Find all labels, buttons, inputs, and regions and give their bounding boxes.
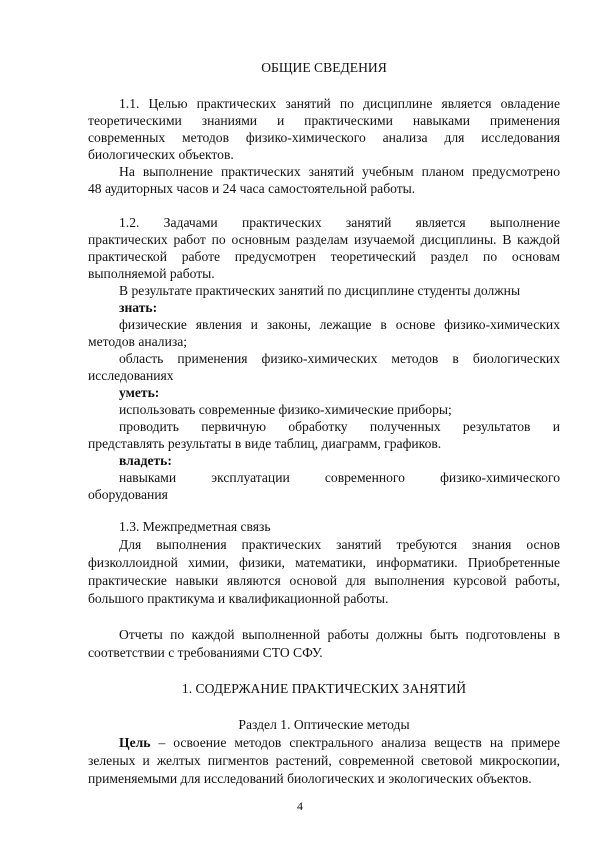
can-label: уметь:: [119, 385, 160, 400]
goal-label: Цель: [119, 735, 151, 750]
s13-line2: Для выполнения практических занятий требуются знания основ: [119, 537, 560, 552]
s11-line3: современных методов физико-химического анализа для исследования: [88, 130, 560, 145]
s12-line3: практической работе предусмотрен теоретический раздел по основам: [88, 249, 560, 264]
know-line4: исследованиях: [88, 368, 174, 383]
goal-line1: [119, 734, 560, 751]
know-line3: область применения физико-химических методов в биологических: [119, 351, 560, 366]
s11-line5: На выполнение практических занятий учебным планом предусмотрено: [119, 164, 560, 179]
general-info-title: ОБЩИЕ СВЕДЕНИЯ: [261, 60, 387, 75]
s12-line2: практических работ по основным разделам изучаемой дисциплины. В каждой: [88, 232, 560, 247]
know-label: знать:: [119, 300, 158, 315]
reports-line1: Отчеты по каждой выполненной работы должны быть подготовлены в: [119, 627, 560, 642]
can-line3: представлять результаты в виде таблиц, диаграмм, графиков.: [88, 436, 442, 451]
s11-line6: 48 аудиторных часов и 24 часа самостоятельной работы.: [88, 181, 416, 196]
s12-line4: выполняемой работы.: [88, 266, 215, 281]
can-line1: использовать современные физико-химические приборы;: [119, 402, 452, 417]
s11-line2: теоретическими знаниями и практическими навыками применения: [88, 113, 560, 128]
s12-line1: 1.2. Задачами практических занятий является выполнение: [119, 215, 560, 230]
know-line2: методов анализа;: [88, 334, 188, 349]
can-line2: проводить первичную обработку полученных результатов и: [119, 419, 560, 434]
content-heading: 1. СОДЕРЖАНИЕ ПРАКТИЧЕСКИХ ЗАНЯТИЙ: [181, 681, 467, 696]
s11-line1: 1.1. Целью практических занятий по дисциплине является овладение: [119, 96, 560, 111]
page-number: 4: [297, 799, 303, 813]
s12-line5: В результате практических занятий по дисциплине студенты должны: [119, 283, 521, 298]
s13-line4: практические навыки являются основой для выполнения курсовой работы,: [88, 573, 560, 588]
goal-line3: применяемыми для исследований биологических и экологических объектов.: [88, 771, 532, 786]
goal-line2: зеленых и желтых пигментов растений, современной световой микроскопии,: [88, 753, 560, 768]
know-line1: физические явления и законы, лежащие в основе физико-химических: [119, 317, 560, 332]
s13-line1: 1.3. Межпредметная связь: [119, 519, 271, 534]
goal-line1-text: – освоение методов спектрального анализа веществ на примере: [150, 735, 560, 750]
reports-line2: соответствии с требованиями СТО СФУ.: [88, 645, 323, 660]
s13-line3: физколлоидной химии, физики, математики, информатики. Приобретенные: [88, 555, 560, 570]
own-line2: оборудования: [88, 487, 168, 502]
own-line1: навыками эксплуатации современного физико-химического: [119, 470, 560, 485]
s11-line4: биологических объектов.: [88, 147, 234, 162]
s13-line5: большого практикума и квалификационной работы.: [88, 591, 389, 606]
section-title: Раздел 1. Оптические методы: [238, 717, 410, 732]
own-label: владеть:: [119, 453, 172, 468]
